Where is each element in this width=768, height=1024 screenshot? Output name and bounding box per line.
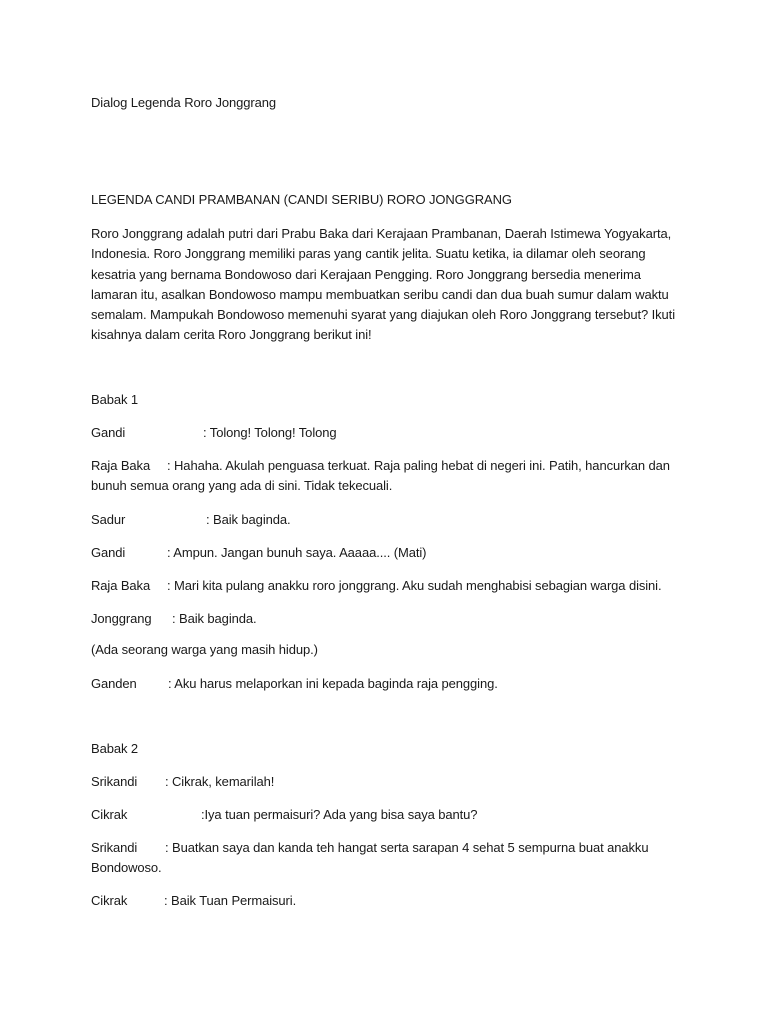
speech-text: : Aku harus melaporkan ini kepada baginda raja pengging. xyxy=(168,676,498,691)
speech-text: : Baik baginda. xyxy=(206,512,291,527)
babak-1-label: Babak 1 xyxy=(91,392,139,407)
speaker-name: Cikrak xyxy=(91,807,128,822)
dialog-line xyxy=(91,510,676,530)
dialog-line xyxy=(91,576,676,596)
speaker-name: Gandi xyxy=(91,425,126,440)
speech-text: : Ampun. Jangan bunuh saya. Aaaaa.... (Mati) xyxy=(167,545,427,560)
speech-text: :Iya tuan permaisuri? Ada yang bisa saya bantu? xyxy=(201,807,478,822)
speaker-name: Srikandi xyxy=(91,840,138,855)
dialog-line xyxy=(91,805,676,825)
dialog-line xyxy=(91,674,676,694)
dialog-line xyxy=(91,423,676,443)
dialog-line xyxy=(91,891,676,911)
stage-direction: (Ada seorang warga yang masih hidup.) xyxy=(91,642,318,657)
speaker-name: Cikrak xyxy=(91,893,128,908)
speaker-name: Gandi xyxy=(91,545,126,560)
babak-2-label: Babak 2 xyxy=(91,741,139,756)
legend-heading: LEGENDA CANDI PRAMBANAN (CANDI SERIBU) RORO JONGGRANG xyxy=(91,192,512,207)
dialog-line xyxy=(91,456,676,497)
dialog-line xyxy=(91,838,676,879)
dialog-line xyxy=(91,543,676,563)
speaker-name: Jonggrang xyxy=(91,611,152,626)
speaker-name: Raja Baka xyxy=(91,458,151,473)
speaker-name: Srikandi xyxy=(91,774,138,789)
speech-text: : Buatkan saya dan kanda teh hangat serta sarapan 4 sehat 5 sempurna buat anakku Bondowoso. xyxy=(91,840,649,876)
speech-text: : Baik Tuan Permaisuri. xyxy=(164,893,297,908)
speech-text: : Hahaha. Akulah penguasa terkuat. Raja paling hebat di negeri ini. Patih, hancurkan dan bunuh semua orang yang ada di sini. Tidak tekecuali. xyxy=(91,458,670,494)
speech-text: : Baik baginda. xyxy=(172,611,257,626)
speech-text: : Tolong! Tolong! Tolong xyxy=(203,425,337,440)
dialog-line xyxy=(91,609,676,629)
speaker-name: Sadur xyxy=(91,512,126,527)
speech-text: : Mari kita pulang anakku roro jonggrang. Aku sudah menghabisi sebagian warga disini. xyxy=(167,578,662,593)
intro-paragraph: Roro Jonggrang adalah putri dari Prabu Baka dari Kerajaan Prambanan, Daerah Istimewa Yogyakarta, Indonesia. Roro Jonggrang memiliki paras yang cantik jelita. Suatu ketika, ia dilamar oleh seorang kesatria yang bernama Bondowoso dari Kerajaan Pengging. Roro Jonggrang bersedia menerima lamaran itu, asalkan Bondowoso mampu membuatkan seribu candi dan dua buah sumur dalam waktu semalam. Mampukah Bondowoso memenuhi syarat yang diajukan oleh Roro Jonggrang tersebut? Ikuti kisahnya dalam cerita Roro Jonggrang berikut ini! xyxy=(91,226,675,343)
dialog-line xyxy=(91,772,676,792)
speaker-name: Raja Baka xyxy=(91,578,151,593)
speaker-name: Ganden xyxy=(91,676,137,691)
document-title: Dialog Legenda Roro Jonggrang xyxy=(91,95,277,110)
speech-text: : Cikrak, kemarilah! xyxy=(165,774,275,789)
